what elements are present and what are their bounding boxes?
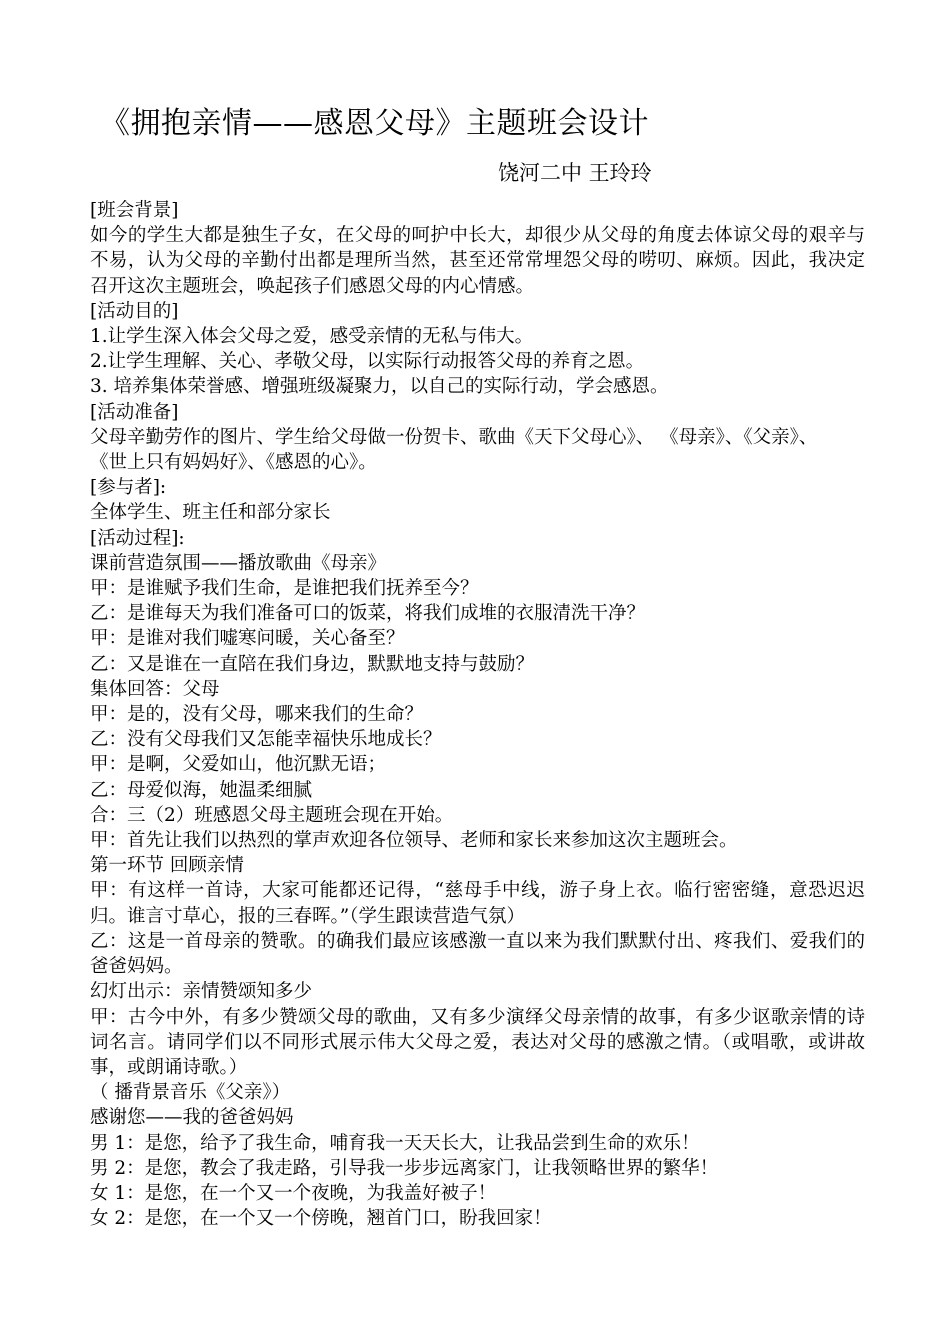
dialogue-paragraph: 乙：这是一首母亲的赞歌。的确我们最应该感激一直以来为我们默默付出、疼我们、爱我们的爸爸妈妈。: [90, 930, 865, 978]
section-heading-preparation: [活动准备]: [90, 401, 179, 423]
document-title: 《拥抱亲情——感恩父母》主题班会设计: [100, 106, 649, 141]
dialogue-line: 男 2：是您，教会了我走路，引导我一步步远离家门，让我领略世界的繁华！: [90, 1157, 719, 1179]
dialogue-line: 甲：是的，没有父母，哪来我们的生命？: [90, 704, 424, 726]
author-line: 饶河二中 王玲玲: [498, 161, 652, 185]
dialogue-line: 女 1：是您，在一个又一个夜晚，为我盖好被子！: [90, 1182, 497, 1204]
dialogue-paragraph: 甲：古今中外，有多少赞颂父母的歌曲，又有多少演绎父母亲情的故事，有多少讴歌亲情的诗词名言。请同学们以不同形式展示伟大父母之爱，表达对父母的感激之情。（或唱歌，或讲故事，或朗诵诗歌。）: [90, 1006, 865, 1078]
dialogue-line: 乙：没有父母我们又怎能幸福快乐地成长？: [90, 729, 442, 751]
paragraph-warmup: 课前营造氛围——播放歌曲《母亲》: [90, 552, 387, 574]
dialogue-line: 甲：是谁对我们嘘寒问暖，关心备至？: [90, 628, 405, 650]
section-heading-purpose: [活动目的]: [90, 300, 179, 322]
dialogue-line: 甲：首先让我们以热烈的掌声欢迎各位领导、老师和家长来参加这次主题班会。: [90, 830, 738, 852]
document-body: [90, 198, 865, 1231]
paragraph-participants: 全体学生、班主任和部分家长: [90, 502, 331, 524]
paragraph-background: 如今的学生大都是独生子女，在父母的呵护中长大，却很少从父母的角度去体谅父母的艰辛与不易，认为父母的辛勤付出都是理所当然，甚至还常常埋怨父母的唠叨、麻烦。因此，我决定召开这次主题班会，唤起孩子们感恩父母的内心情感。: [90, 225, 865, 297]
purpose-item-3: 3. 培养集体荣誉感、增强班级凝聚力，以自己的实际行动，学会感恩。: [90, 376, 669, 398]
paragraph-preparation: 父母辛勤劳作的图片、学生给父母做一份贺卡、歌曲《天下父母心》、 《母亲》、《父亲》、: [90, 426, 818, 448]
purpose-item-1: 1.让学生深入体会父母之爱，感受亲情的无私与伟大。: [90, 326, 534, 348]
dialogue-line: 乙：母爱似海，她温柔细腻: [90, 779, 313, 801]
dialogue-line: 甲：是谁赋予我们生命，是谁把我们抚养至今？: [90, 578, 479, 600]
dialogue-line: 甲：是啊，父爱如山，他沉默无语；: [90, 754, 387, 776]
section-heading-part-one: 第一环节 回顾亲情: [90, 855, 244, 877]
dialogue-paragraph: 甲：有这样一首诗，大家可能都还记得，“慈母手中线，游子身上衣。临行密密缝，意恐迟迟归。谁言寸草心，报的三春晖。”（学生跟读营造气氛）: [90, 880, 865, 927]
purpose-item-2: 2.让学生理解、关心、孝敬父母，以实际行动报答父母的养育之恩。: [90, 351, 645, 373]
stage-direction: （ 播背景音乐《父亲》）: [90, 1082, 291, 1104]
dialogue-line: 合：三（2）班感恩父母主题班会现在开始。: [90, 804, 454, 826]
dialogue-line: 集体回答：父母: [90, 678, 220, 700]
section-heading-participants: [参与者]:: [90, 477, 167, 499]
section-heading-background: [班会背景]: [90, 200, 179, 221]
paragraph-preparation-cont: 《世上只有妈妈好》、《感恩的心》。: [90, 452, 377, 474]
dialogue-line: 女 2：是您，在一个又一个傍晚，翘首门口，盼我回家！: [90, 1208, 552, 1230]
dialogue-line: 乙：是谁每天为我们准备可口的饭菜，将我们成堆的衣服清洗干净？: [90, 603, 646, 625]
dialogue-line: 男 1：是您，给予了我生命，哺育我一天天长大，让我品尝到生命的欢乐！: [90, 1132, 700, 1154]
dialogue-line: 乙：又是谁在一直陪在我们身边，默默地支持与鼓励？: [90, 653, 535, 675]
slide-caption: 幻灯出示：亲情赞颂知多少: [90, 981, 313, 1003]
subsection-heading: 感谢您——我的爸爸妈妈: [90, 1107, 294, 1129]
section-heading-process: [活动过程]:: [90, 527, 185, 549]
